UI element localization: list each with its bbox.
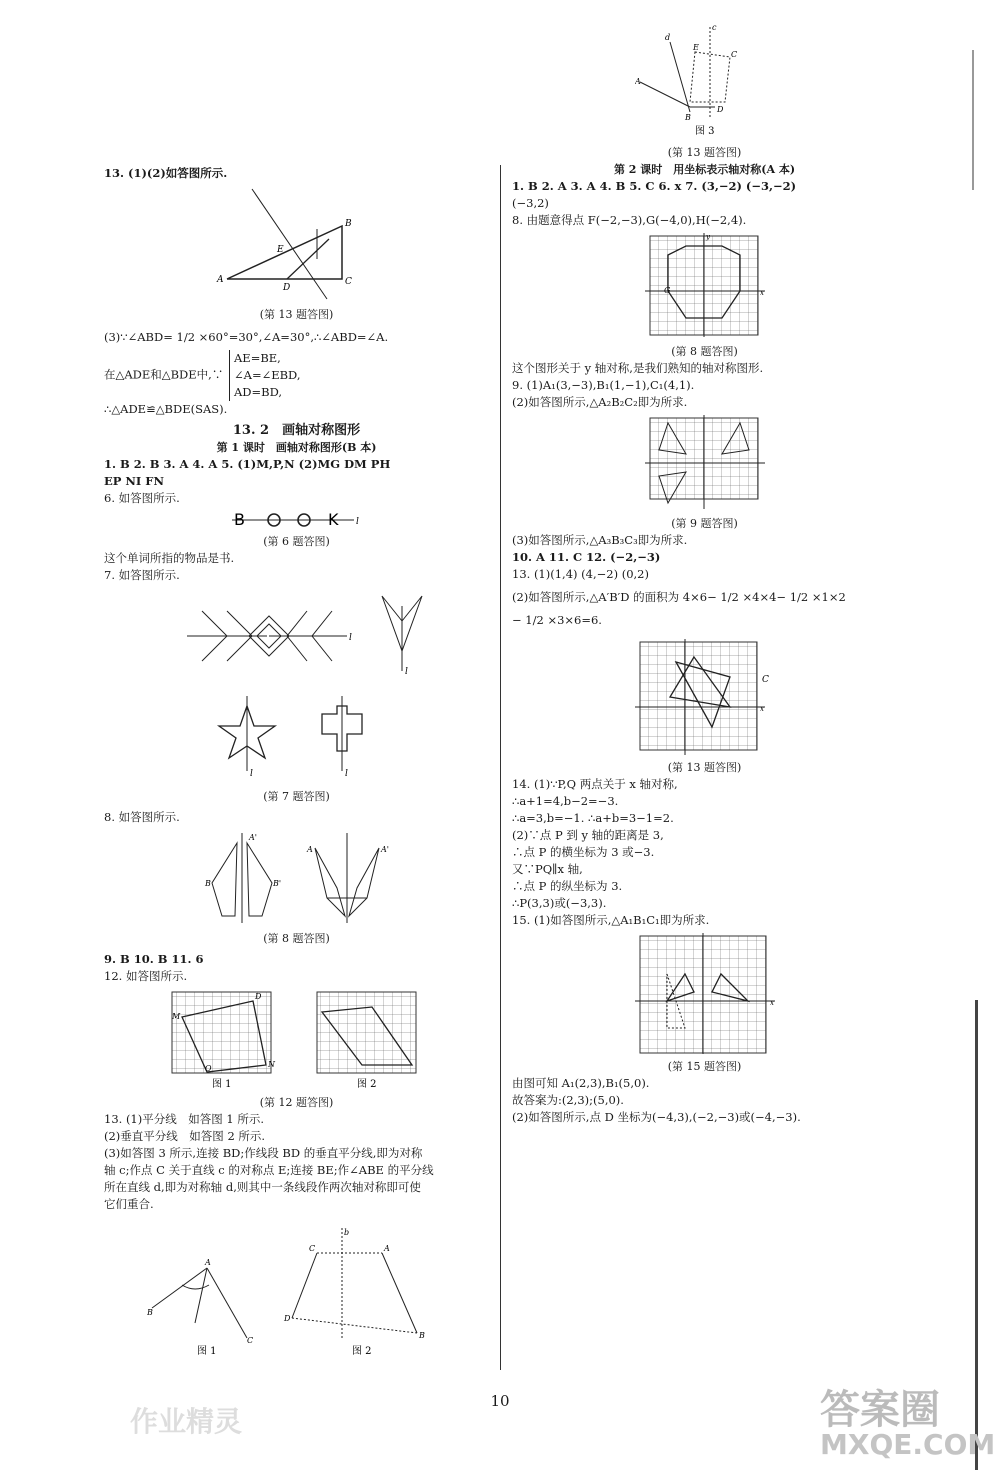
q12-heading: 12. 如答图所示.: [104, 969, 188, 983]
svg-text:y: y: [705, 233, 710, 241]
svg-text:C: C: [308, 1244, 315, 1253]
svg-text:B: B: [418, 1331, 425, 1340]
fig3-axes: [635, 22, 775, 142]
right-column: [512, 20, 897, 1126]
fig8-coordinate-grid: [640, 231, 770, 341]
svg-text:B: B: [344, 219, 352, 229]
q14-line1: 14. (1)∵P,Q 两点关于 x 轴对称,: [512, 777, 678, 791]
svg-text:A': A': [380, 845, 389, 854]
q9-part1: 9. (1)A₁(3,−3),B₁(1,−1),C₁(4,1).: [512, 378, 695, 392]
svg-text:b: b: [343, 1228, 349, 1237]
q13-part2: (2)垂直平分线 如答图 2 所示.: [104, 1129, 266, 1143]
q15-line3: 故答案为:(2,3);(5,0).: [512, 1093, 624, 1107]
fig13-coordinate-grid: [630, 637, 780, 757]
svg-text:D: D: [254, 992, 261, 1001]
fig13-caption-right-2: (第 13 题答图): [667, 761, 742, 774]
fig9-caption: (第 9 题答图): [671, 517, 738, 530]
q13-part1: 13. (1)平分线 如答图 1 所示.: [104, 1112, 265, 1126]
q13-part3-line3: 所在直线 d,即为对称轴 d,则其中一条线段作两次轴对称即可使: [104, 1180, 421, 1194]
answers-1-5: 1. B 2. B 3. A 4. A 5. (1)M,P,N (2)MG DM PH: [104, 457, 391, 471]
svg-text:A: A: [383, 1244, 390, 1253]
svg-text:x: x: [769, 999, 774, 1007]
q6-heading: 6. 如答图所示.: [104, 491, 180, 505]
lesson2-title: 第 2 课时 用坐标表示轴对称(A 本): [613, 163, 796, 176]
fig8-reflection: [197, 828, 397, 928]
bottom-fig-label1: 图 1: [196, 1346, 217, 1357]
q9-part2: (2)如答图所示,△A₂B₂C₂即为所求.: [512, 395, 688, 409]
left-column: [104, 165, 489, 1360]
fig12-caption: (第 12 题答图): [259, 1096, 334, 1109]
svg-text:C: C: [730, 50, 737, 59]
svg-text:d: d: [664, 33, 670, 42]
fig8-caption: (第 8 题答图): [263, 932, 330, 945]
q13-part3: (3)∵∠ABD= 1/2 ×60°=30°,∠A=30°,∴∠ABD=∠A.: [104, 330, 389, 344]
svg-text:B: B: [204, 879, 211, 888]
proof-line: AD=BD,: [234, 385, 283, 399]
svg-text:E: E: [692, 43, 699, 52]
q14-line3: ∴a=3,b=−1. ∴a+b=3−1=2.: [512, 811, 674, 825]
fig12-label2: 图 2: [356, 1079, 377, 1090]
svg-text:D: D: [716, 105, 723, 114]
svg-text:M: M: [171, 1012, 180, 1021]
fig8-caption-right: (第 8 题答图): [671, 345, 738, 358]
q13-heading: 13. (1)(2)如答图所示.: [104, 166, 228, 180]
fig12-label1: 图 1: [211, 1079, 232, 1090]
q14-line8: ∴P(3,3)或(−3,3).: [512, 896, 607, 910]
svg-text:l: l: [344, 769, 348, 779]
fig7-symmetric-shapes: [147, 586, 447, 786]
svg-text:A: A: [306, 845, 313, 854]
fig13-caption-right: (第 13 题答图): [667, 146, 742, 159]
column-divider: [500, 165, 501, 1370]
proof-brace: [229, 350, 301, 401]
fig13-constructions: [147, 1223, 447, 1358]
svg-text:A: A: [204, 1258, 211, 1267]
q13-part2-right: (2)如答图所示,△A′B′D 的面积为 4×6− 1/2 ×4×4− 1/2 ×1×2: [512, 590, 846, 604]
svg-text:x: x: [759, 289, 764, 297]
svg-text:l: l: [404, 667, 408, 677]
svg-text:c: c: [711, 23, 716, 32]
answers-1-5-cont: EP NI FN: [104, 474, 164, 488]
svg-text:l: l: [249, 769, 253, 779]
q15-part2: (2)如答图所示,点 D 坐标为(−4,3),(−2,−3)或(−4,−3).: [512, 1110, 801, 1124]
lesson1-title: 第 1 课时 画轴对称图形(B 本): [216, 441, 377, 454]
svg-text:A: A: [216, 275, 223, 285]
q7-heading: 7. 如答图所示.: [104, 568, 180, 582]
svg-text:C: C: [761, 675, 769, 685]
answers-1-7-cont: (−3,2): [512, 196, 549, 210]
fig6-book: [232, 509, 362, 531]
proof-line: AE=BE,: [234, 351, 281, 365]
bottom-fig-label2: 图 2: [351, 1346, 372, 1357]
q9-part3: (3)如答图所示,△A₃B₃C₃即为所求.: [512, 533, 688, 547]
q14-line6: 又∵PQ∥x 轴,: [512, 862, 583, 876]
svg-text:K: K: [327, 510, 338, 529]
q13-part3-line4: 它们重合.: [104, 1197, 154, 1211]
q14-line5: ∴点 P 的横坐标为 3 或−3.: [512, 845, 655, 859]
fig6-caption: (第 6 题答图): [263, 535, 330, 548]
svg-text:x: x: [759, 705, 764, 713]
q15-line2: 由图可知 A₁(2,3),B₁(5,0).: [512, 1076, 650, 1090]
svg-text:E: E: [276, 245, 284, 255]
q13-part2-cont: − 1/2 ×3×6=6.: [512, 613, 602, 627]
svg-text:O: O: [204, 1064, 212, 1073]
watermark-brand: 答案圈: [820, 1387, 940, 1433]
svg-text:l: l: [355, 517, 359, 527]
svg-text:D: D: [282, 283, 290, 293]
svg-text:B: B: [233, 510, 245, 529]
fig3-label: 图 3: [694, 126, 715, 137]
proof-conclusion: ∴△ADE≌△BDE(SAS).: [104, 402, 228, 416]
fig12-grids: [167, 987, 427, 1092]
answers-9-11: 9. B 10. B 11. 6: [104, 952, 204, 966]
page-number: 10: [490, 1392, 510, 1410]
q14-line4: (2)∵点 P 到 y 轴的距离是 3,: [512, 828, 664, 842]
q13-part3-line2: 轴 c;作点 C 关于直线 c 的对称点 E;连接 BE;作∠ABE 的平分线: [104, 1163, 434, 1177]
q14-line7: ∴点 P 的纵坐标为 3.: [512, 879, 623, 893]
right-top-edge: [972, 50, 974, 190]
q8-heading: 8. 如答图所示.: [104, 810, 180, 824]
q15-part1: 15. (1)如答图所示,△A₁B₁C₁即为所求.: [512, 913, 710, 927]
watermark-url: MXQE.COM: [820, 1428, 996, 1461]
section-title: 13. 2 画轴对称图形: [232, 423, 361, 438]
fig9-coordinate-grid: [640, 413, 770, 513]
fig13-triangle: [207, 184, 387, 304]
proof-intro: 在△ADE和△BDE中,∵: [104, 367, 224, 382]
fig15-caption: (第 15 题答图): [667, 1060, 742, 1073]
fig7-caption: (第 7 题答图): [263, 790, 330, 803]
q6-answer: 这个单词所指的物品是书.: [104, 551, 235, 565]
answers-10-12: 10. A 11. C 12. (−2,−3): [512, 550, 661, 564]
fig13-caption: (第 13 题答图): [259, 308, 334, 321]
q8-heading-right: 8. 由题意得点 F(−2,−3),G(−4,0),H(−2,4).: [512, 213, 747, 227]
svg-text:C: C: [344, 277, 352, 287]
svg-text:G: G: [663, 286, 670, 295]
fig15-coordinate-grid: [630, 931, 780, 1056]
svg-text:B: B: [146, 1308, 153, 1317]
q8-conclusion: 这个图形关于 y 轴对称,是我们熟知的轴对称图形.: [512, 361, 764, 375]
svg-text:C: C: [246, 1336, 253, 1345]
svg-text:B': B': [272, 879, 281, 888]
watermark-faint: 作业精灵: [130, 1405, 243, 1438]
svg-text:N: N: [267, 1060, 275, 1069]
svg-text:D: D: [283, 1314, 290, 1323]
svg-text:B: B: [684, 113, 691, 122]
q13-part3-line1: (3)如答图 3 所示,连接 BD;作线段 BD 的垂直平分线,即为对称: [104, 1146, 423, 1160]
q14-line2: ∴a+1=4,b−2=−3.: [512, 794, 619, 808]
svg-text:A: A: [634, 77, 641, 86]
q13-part1-right: 13. (1)(1,4) (4,−2) (0,2): [512, 567, 649, 581]
svg-text:A': A': [248, 833, 257, 842]
answers-1-7: 1. B 2. A 3. A 4. B 5. C 6. x 7. (3,−2) (−3,−2): [512, 179, 797, 193]
proof-line: ∠A=∠EBD,: [234, 368, 301, 382]
svg-text:l: l: [348, 633, 352, 643]
